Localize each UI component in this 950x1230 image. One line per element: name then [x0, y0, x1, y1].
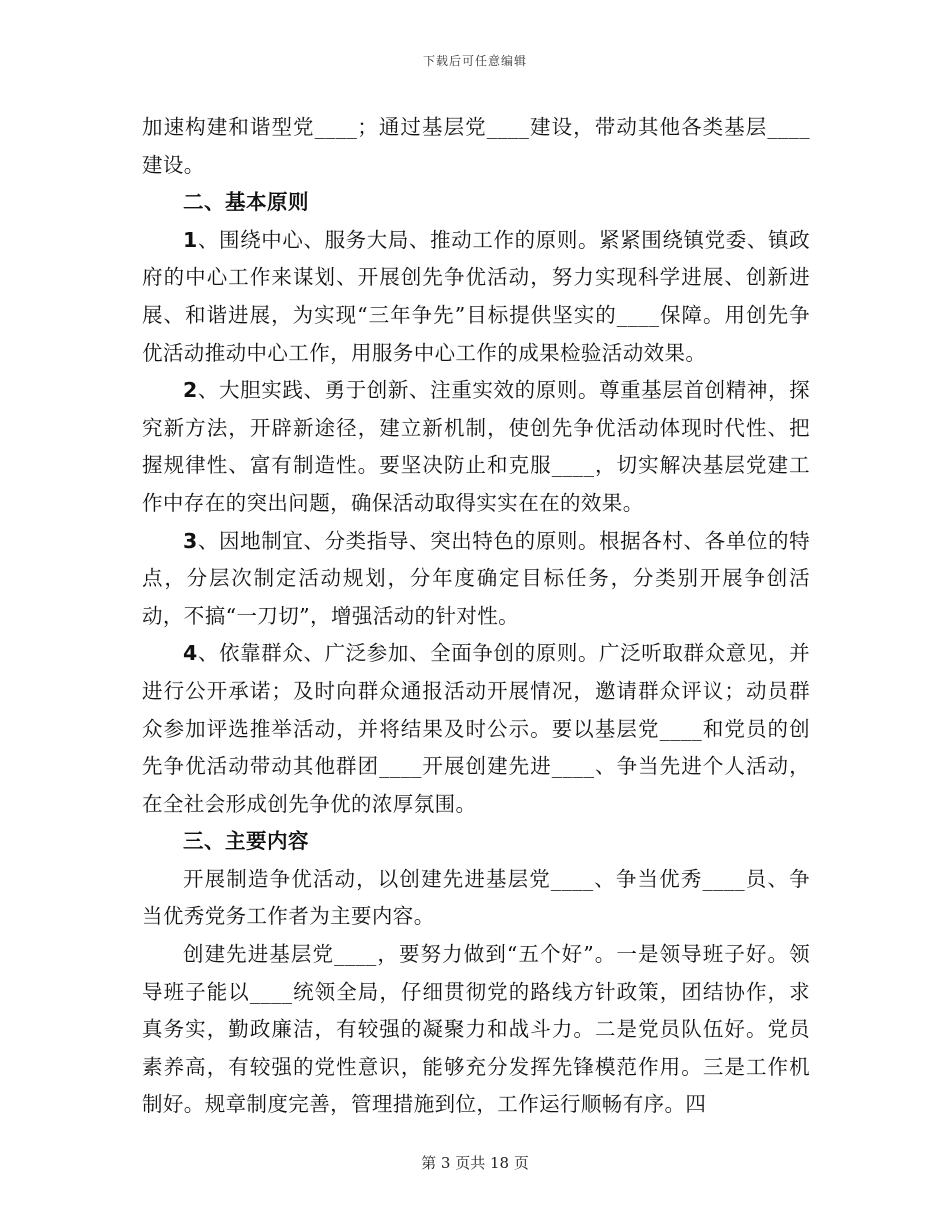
- principle-text: 、大胆实践、勇于创新、注重实效的原则。尊重基层首创精神，探究新方法，开辟新途径，建立新机制，使创先争优活动体现时代性、把握规律性、富有制造性。要坚决防止和克服____，切实解决基层党建工作中存在的突出问题，确保活动取得实实在在的效果。: [142, 378, 810, 515]
- principle-number: 4: [183, 641, 198, 666]
- section-heading-main-content: 三、主要内容: [183, 829, 309, 854]
- principle-text: 、依靠群众、广泛参加、全面争创的原则。广泛听取群众意见，并进行公开承诺；及时向群众通报活动开展情况，邀请群众评议；动员群众参加评选推举活动，并将结果及时公示。要以基层党____和党员的创先争优活动带动其他群团____开展创建先进____、争当先进个人活动，在全社会形成创先争优的浓厚氛围。: [142, 641, 810, 816]
- paragraph-continued: 加速构建和谐型党____；通过基层党____建设，带动其他各类基层____建设。: [142, 115, 810, 177]
- principle-number: 1: [183, 227, 198, 252]
- paragraph-principle-2: [142, 372, 810, 522]
- paragraph-main-content: 开展制造争优活动，以创建先进基层党____、争当优秀____员、争当优秀党务工作者为主要内容。: [142, 866, 810, 929]
- page-footer: 第 3 页共 18 页: [421, 1154, 529, 1172]
- principle-number: 2: [183, 378, 198, 403]
- paragraph-principle-4: [142, 635, 810, 823]
- paragraph-five-goods: 创建先进基层党____，要努力做到“五个好”。一是领导班子好。领导班子能以____统领全局，仔细贯彻党的路线方针政策，团结协作，求真务实，勤政廉洁，有较强的凝聚力和战斗力。二是党员队伍好。党员素养高，有较强的党性意识，能够充分发挥先锋模范作用。三是工作机制好。规章制度完善，管理措施到位，工作运行顺畅有序。四: [142, 942, 810, 1117]
- paragraph-principle-1: [142, 222, 810, 372]
- principle-text: 、因地制宜、分类指导、突出特色的原则。根据各村、各单位的特点，分层次制定活动规划，分年度确定目标任务，分类别开展争创活动，不搞“一刀切”，增强活动的针对性。: [142, 528, 810, 628]
- page-header: 下载后可任意编辑: [422, 54, 527, 68]
- principle-number: 3: [183, 528, 198, 553]
- principle-text: 、围绕中心、服务大局、推动工作的原则。紧紧围绕镇党委、镇政府的中心工作来谋划、开展创先争优活动，努力实现科学进展、创新进展、和谐进展，为实现“三年争先”目标提供坚实的____保障。用创先争优活动推动中心工作，用服务中心工作的成果检验活动效果。: [142, 227, 810, 365]
- document-body: [142, 109, 810, 1124]
- paragraph-principle-3: [142, 523, 810, 636]
- section-heading-basic-principles: 二、基本原则: [183, 190, 309, 215]
